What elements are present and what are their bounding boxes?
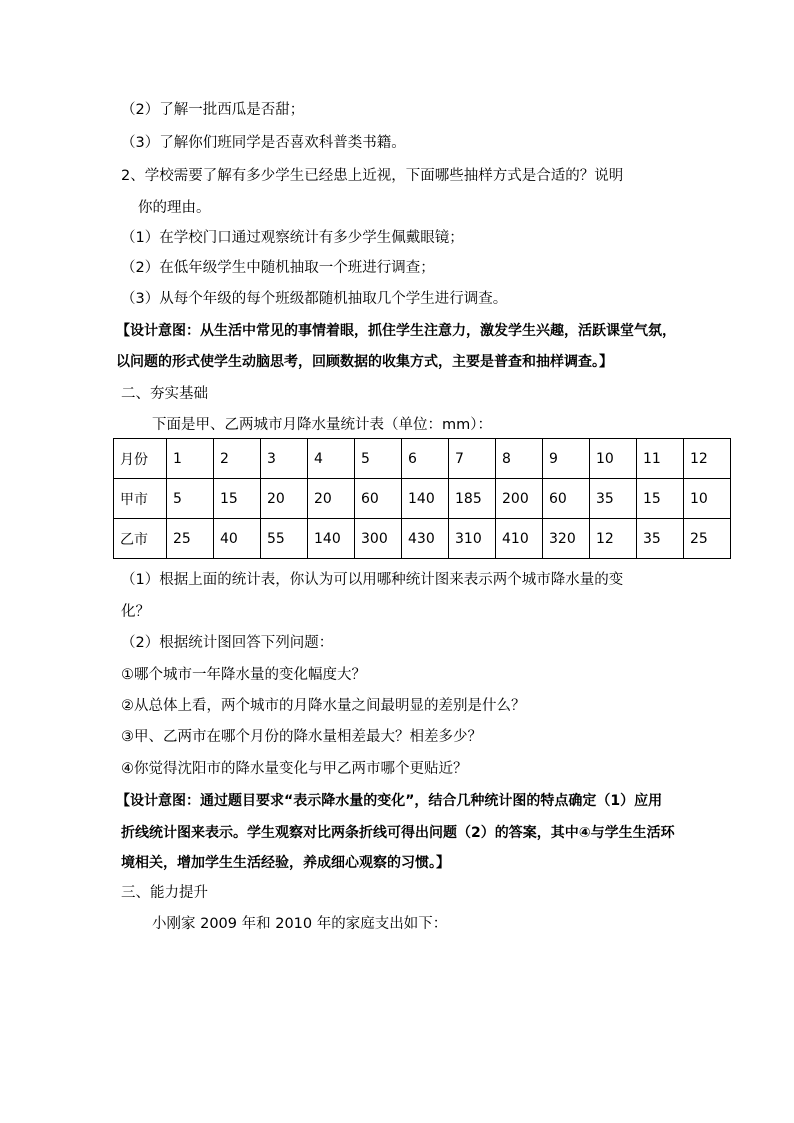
row-label: 月份: [114, 439, 167, 479]
table-cell: 1: [167, 439, 214, 479]
table-cell: 140: [402, 479, 449, 519]
text-line: （2）了解一批西瓜是否甜；: [121, 102, 305, 118]
row-label: 甲市: [114, 479, 167, 519]
table-cell: 20: [261, 479, 308, 519]
table-cell: 6: [402, 439, 449, 479]
design-intent-text: 【设计意图：从生活中常见的事情着眼，抓住学生注意力，激发学生兴趣，活跃课堂气氛，: [116, 323, 676, 339]
table-cell: 200: [496, 479, 543, 519]
table-cell: 185: [449, 479, 496, 519]
row-label: 乙市: [114, 519, 167, 559]
table-cell: 300: [355, 519, 402, 559]
table-cell: 15: [214, 479, 261, 519]
table-cell: 60: [543, 479, 590, 519]
table-cell: 25: [167, 519, 214, 559]
table-row: [114, 439, 731, 479]
table-cell: 410: [496, 519, 543, 559]
table-cell: 11: [637, 439, 684, 479]
section-heading: 二、夯实基础: [121, 386, 208, 402]
table-cell: 430: [402, 519, 449, 559]
design-intent-text: 境相关，增加学生生活经验，养成细心观察的习惯。】: [121, 855, 450, 871]
text-line: ②从总体上看，两个城市的月降水量之间最明显的差别是什么？: [121, 698, 526, 714]
text-line: 你的理由。: [138, 200, 211, 216]
table-cell: 20: [308, 479, 355, 519]
text-line: 化？: [121, 604, 150, 620]
text-line: （1）在学校门口通过观察统计有多少学生佩戴眼镜；: [121, 230, 464, 246]
table-cell: 10: [684, 479, 731, 519]
table-cell: 5: [167, 479, 214, 519]
section-heading: 三、能力提升: [121, 885, 208, 901]
table-cell: 15: [637, 479, 684, 519]
text-line: 下面是甲、乙两城市月降水量统计表（单位：mm）：: [152, 417, 492, 433]
table-cell: 12: [684, 439, 731, 479]
table-row: [114, 519, 731, 559]
table-cell: 3: [261, 439, 308, 479]
table-cell: 4: [308, 439, 355, 479]
table-cell: 7: [449, 439, 496, 479]
table-cell: 310: [449, 519, 496, 559]
table-row: [114, 479, 731, 519]
table-cell: 2: [214, 439, 261, 479]
text-line: （2）根据统计图回答下列问题：: [121, 635, 334, 651]
text-line: （1）根据上面的统计表，你认为可以用哪种统计图来表示两个城市降水量的变: [121, 572, 624, 588]
text-line: （2）在低年级学生中随机抽取一个班进行调查；: [121, 260, 435, 276]
text-line: ④你觉得沈阳市的降水量变化与甲乙两市哪个更贴近？: [121, 761, 468, 777]
text-line: 2、学校需要了解有多少学生已经患上近视，下面哪些抽样方式是合适的？说明: [121, 168, 624, 184]
table-cell: 320: [543, 519, 590, 559]
text-line: （3）从每个年级的每个班级都随机抽取几个学生进行调查。: [121, 291, 508, 307]
table-cell: 55: [261, 519, 308, 559]
table-cell: 40: [214, 519, 261, 559]
design-intent-text: 折线统计图来表示。学生观察对比两条折线可得出问题（2）的答案，其中④与学生生活环: [121, 825, 675, 841]
table-cell: 5: [355, 439, 402, 479]
table-cell: 9: [543, 439, 590, 479]
text-line: 小刚家 2009 年和 2010 年的家庭支出如下：: [152, 916, 448, 932]
table-cell: 60: [355, 479, 402, 519]
table-cell: 12: [590, 519, 637, 559]
table-cell: 8: [496, 439, 543, 479]
text-line: （3）了解你们班同学是否喜欢科普类书籍。: [121, 135, 406, 151]
rainfall-table: [113, 438, 731, 559]
table-cell: 10: [590, 439, 637, 479]
design-intent-text: 【设计意图：通过题目要求“表示降水量的变化”，结合几种统计图的特点确定（1）应用: [116, 793, 663, 809]
table-cell: 25: [684, 519, 731, 559]
table-cell: 140: [308, 519, 355, 559]
table-cell: 35: [590, 479, 637, 519]
text-line: ①哪个城市一年降水量的变化幅度大？: [121, 667, 366, 683]
text-line: ③甲、乙两市在哪个月份的降水量相差最大？相差多少？: [121, 729, 482, 745]
table-cell: 35: [637, 519, 684, 559]
design-intent-text: 以问题的形式使学生动脑思考，回顾数据的收集方式，主要是普查和抽样调查。】: [116, 354, 613, 370]
